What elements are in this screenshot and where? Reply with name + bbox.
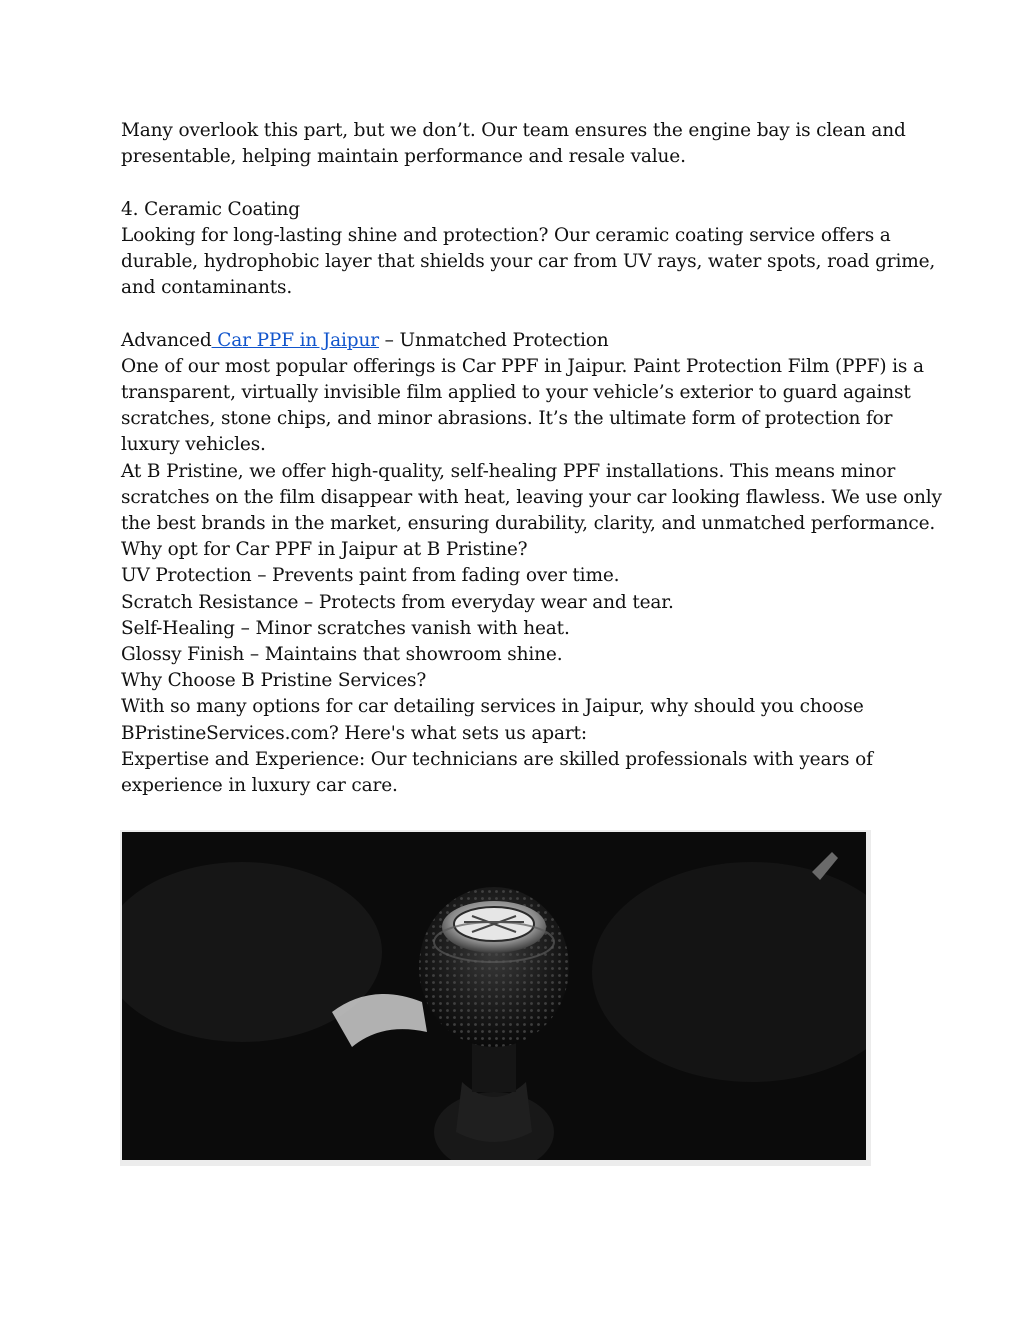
document-body xyxy=(121,118,942,799)
ppf-body-line: the best brands in the market, ensuring durability, clarity, and unmatched performance. xyxy=(121,513,936,535)
paragraph-gap xyxy=(121,301,921,327)
ppf-heading xyxy=(121,328,921,354)
expertise-line: experience in luxury car care. xyxy=(121,775,398,797)
gear-knob-illustration xyxy=(122,832,866,1160)
benefit-scratch-resistance: Scratch Resistance – Protects from everyday wear and tear. xyxy=(121,591,674,613)
ppf-body-line: luxury vehicles. xyxy=(121,434,266,456)
expertise-line: Expertise and Experience: Our technicians are skilled professionals with years of xyxy=(121,748,873,770)
why-ppf-heading: Why opt for Car PPF in Jaipur at B Pristine? xyxy=(121,539,528,561)
why-choose-heading: Why Choose B Pristine Services? xyxy=(121,670,427,692)
paragraph-gap xyxy=(121,170,921,196)
ppf-body-line: One of our most popular offerings is Car PPF in Jaipur. Paint Protection Film (PPF) is a xyxy=(121,355,924,377)
ceramic-line-3: and contaminants. xyxy=(121,277,293,299)
benefit-self-healing: Self-Healing – Minor scratches vanish with heat. xyxy=(121,617,570,639)
engine-bay-line-2: presentable, helping maintain performance and resale value. xyxy=(121,146,686,168)
engine-bay-line-1: Many overlook this part, but we don’t. Our team ensures the engine bay is clean and xyxy=(121,120,906,141)
ppf-body-line: At B Pristine, we offer high-quality, self-healing PPF installations. This means minor xyxy=(121,460,896,482)
ceramic-heading: 4. Ceramic Coating xyxy=(121,198,300,220)
ppf-body-line: scratches, stone chips, and minor abrasions. It’s the ultimate form of protection for xyxy=(121,408,893,430)
why-choose-line: BPristineServices.com? Here's what sets us apart: xyxy=(121,722,587,744)
ppf-heading-suffix: – Unmatched Protection xyxy=(378,329,609,351)
gear-shift-photo xyxy=(122,832,866,1160)
gear-shift-photo-frame xyxy=(120,830,871,1166)
benefit-glossy-finish: Glossy Finish – Maintains that showroom shine. xyxy=(121,644,563,666)
ppf-heading-prefix: Advanced xyxy=(121,329,212,351)
benefit-uv-protection: UV Protection – Prevents paint from fading over time. xyxy=(121,565,620,587)
ceramic-line-2: durable, hydrophobic layer that shields your car from UV rays, water spots, road grime, xyxy=(121,251,936,272)
ppf-body-line: scratches on the film disappear with heat, leaving your car looking flawless. We use only xyxy=(121,486,942,508)
car-ppf-jaipur-link[interactable]: Car PPF in Jaipur xyxy=(211,329,379,351)
ppf-body-line: transparent, virtually invisible film applied to your vehicle’s exterior to guard against xyxy=(121,382,911,403)
ceramic-line-1: Looking for long-lasting shine and protection? Our ceramic coating service offers a xyxy=(121,224,891,246)
why-choose-line: With so many options for car detailing services in Jaipur, why should you choose xyxy=(121,696,864,718)
